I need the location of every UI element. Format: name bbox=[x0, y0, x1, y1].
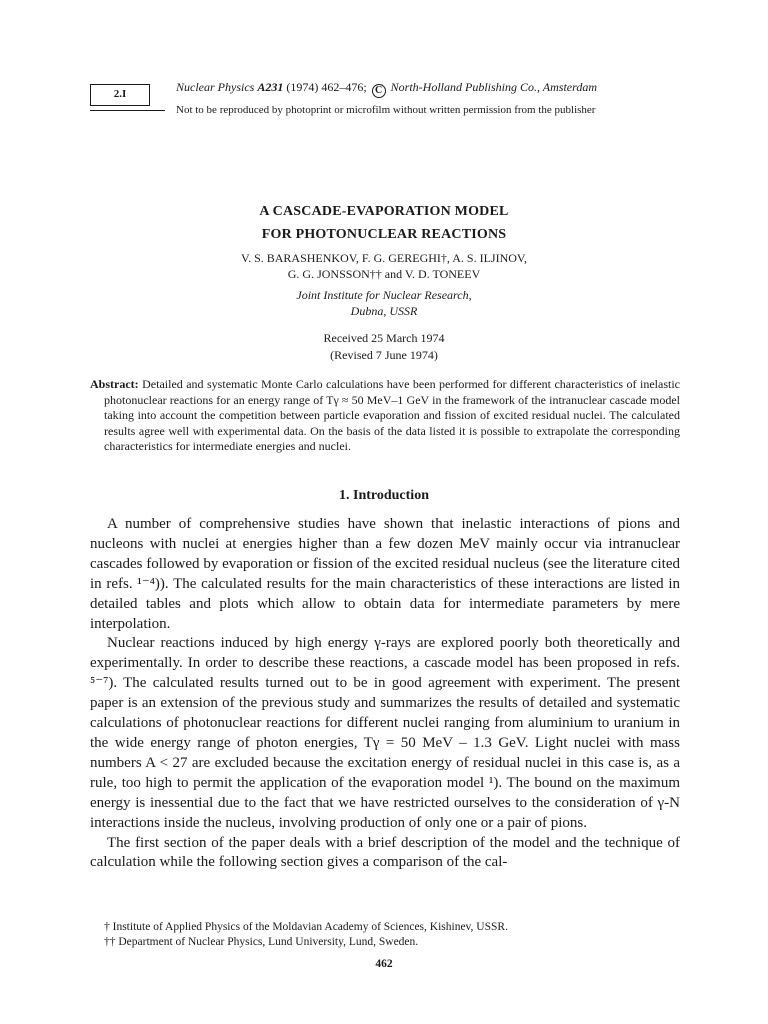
copyright-icon: C bbox=[372, 84, 386, 98]
abstract-label: Abstract: bbox=[90, 377, 139, 391]
article-number: 2.I bbox=[113, 88, 127, 100]
abstract-text: Detailed and systematic Monte Carlo calculations have been performed for different characteristics of inelastic photonuclear reactions for an energy range of Tγ ≈ 50 MeV–1 GeV in the framework of the intranuclear cascade model taking into account the competition between particle evaporation and fission of excited residual nuclei. The calculated results agree well with experimental data. On the basis of the data listed it is possible to extrapolate the corresponding characteristics for intermediate energies and nuclei. bbox=[104, 377, 680, 453]
authors-line-2: G. G. JONSSON†† and V. D. TONEEV bbox=[287, 267, 481, 281]
journal-volume: A231 bbox=[257, 80, 284, 94]
affiliation-line-1: Joint Institute for Nuclear Research, bbox=[296, 288, 472, 302]
reproduction-notice: Not to be reproduced by photoprint or microfilm without written permission from the publisher bbox=[176, 104, 596, 116]
abstract bbox=[90, 377, 680, 455]
paper-title-line-2: FOR PHOTONUCLEAR REACTIONS bbox=[261, 227, 507, 242]
affiliation-line-2: Dubna, USSR bbox=[350, 304, 418, 318]
citation-pages: (1974) 462–476; bbox=[286, 80, 367, 94]
footnote: †† Department of Nuclear Physics, Lund University, Lund, Sweden. bbox=[104, 935, 419, 948]
paragraph: A number of comprehensive studies have shown that inelastic interactions of pions and nucleons with nuclei at energies higher than a few dozen MeV mainly occur via intranuclear cascades followed by evaporation or fission of the excited residual nucleus (see the literature cited in refs. ¹⁻⁴)). The calculated results for the main characteristics of these interactions are listed in detailed tables and plots which allow to obtain data for intermediate parameters by mere interpolation. bbox=[90, 516, 680, 632]
paragraph: Nuclear reactions induced by high energy γ-rays are explored poorly both theoretically and experimentally. In order to describe these reactions, a cascade model has been proposed in refs. ⁵⁻⁷). The calculated results turned out to be in good agreement with experiment. The present paper is an extension of the previous study and summarizes the results of detailed and systematic calculations of photonuclear reactions for different nuclei ranging from aluminium to uranium in the wide energy range of photon energies, Tγ = 50 MeV – 1.3 GeV. Light nuclei with mass numbers A < 27 are excluded because the excitation energy of residual nuclei in this case is, as a rule, too high to permit the application of the evaporation model ¹). The bound on the maximum energy is inessential due to the fact that we have restricted ourselves to the consideration of γ-N interactions inside the nucleus, involving production of only one or a pair of pions. bbox=[90, 635, 680, 831]
authors-line-1: V. S. BARASHENKOV, F. G. GEREGHI†, A. S. ILJINOV, bbox=[240, 251, 528, 265]
journal-citation bbox=[176, 80, 696, 98]
publisher: North-Holland Publishing Co., Amsterdam bbox=[390, 80, 598, 94]
footnotes bbox=[90, 920, 680, 949]
footnote: † Institute of Applied Physics of the Moldavian Academy of Sciences, Kishinev, USSR. bbox=[104, 921, 508, 933]
article-number-box bbox=[90, 84, 150, 106]
header-rule bbox=[90, 110, 165, 111]
paper-title-line-1: A CASCADE-EVAPORATION MODEL bbox=[259, 204, 509, 219]
section-heading: 1. Introduction bbox=[339, 488, 429, 503]
revised-date: (Revised 7 June 1974) bbox=[330, 348, 438, 362]
paragraph: The first section of the paper deals with a brief description of the model and the technique of calculation while the following section gives a comparison of the cal- bbox=[90, 834, 680, 871]
body-text bbox=[90, 515, 680, 873]
received-date: Received 25 March 1974 bbox=[323, 331, 445, 345]
page-number: 462 bbox=[375, 958, 393, 970]
journal-name: Nuclear Physics bbox=[176, 80, 255, 94]
